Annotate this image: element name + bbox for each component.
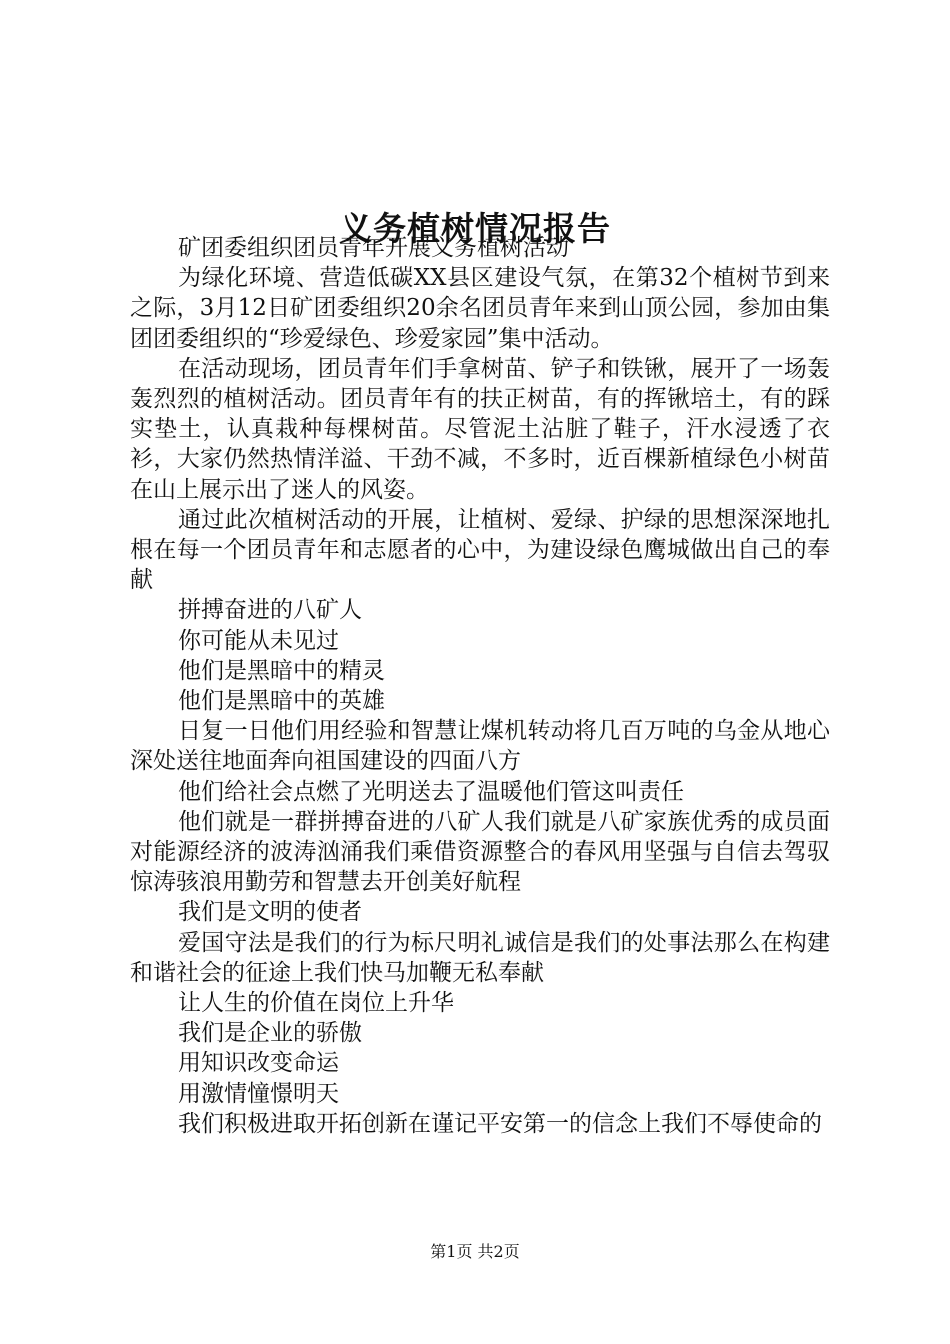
paragraph: 他们是黑暗中的英雄 — [178, 688, 385, 715]
paragraph: 他们给社会点燃了光明送去了温暖他们管这叫责任 — [178, 778, 684, 805]
paragraph: 我们是文明的使者 — [178, 899, 362, 926]
paragraph: 让人生的价值在岗位上升华 — [178, 990, 454, 1017]
paragraph: 他们就是一群拼搏奋进的八矿人我们就是八矿家族优秀的成员面对能源经济的波涛汹涌我们乘借资源整合的春风用坚强与自信去驾驭惊涛骇浪用勤劳和智慧去开创美好航程 — [130, 808, 830, 896]
paragraph: 你可能从未见过 — [178, 627, 339, 654]
paragraph: 用激情憧憬明天 — [178, 1080, 339, 1107]
paragraph: 矿团委组织团员青年开展义务植树活动 — [178, 235, 569, 261]
paragraph: 通过此次植树活动的开展，让植树、爱绿、护绿的思想深深地扎根在每一个团员青年和志愿者的心中，为建设绿色鹰城做出自己的奉献 — [130, 506, 830, 594]
paragraph: 用知识改变命运 — [178, 1050, 339, 1077]
document-title: 义务植树情况报告 — [339, 209, 611, 249]
paragraph: 在活动现场，团员青年们手拿树苗、铲子和铁锹，展开了一场轰轰烈烈的植树活动。团员青年有的扶正树苗，有的挥锹培土，有的踩实垫土，认真栽种每棵树苗。尽管泥土沾脏了鞋子，汗水浸透了衣衫，大家仍然热情洋溢、干劲不减，不多时，近百棵新植绿色小树苗在山上展示出了迷人的风姿。 — [130, 355, 830, 503]
paragraph: 他们是黑暗中的精灵 — [178, 657, 385, 684]
paragraph: 我们积极进取开拓创新在谨记平安第一的信念上我们不辱使命的 — [178, 1110, 822, 1137]
page-number-footer: 第1页 共2页 — [430, 1242, 520, 1261]
paragraph: 爱国守法是我们的行为标尺明礼诚信是我们的处事法那么在构建和谐社会的征途上我们快马加鞭无私奉献 — [130, 929, 830, 986]
paragraph: 日复一日他们用经验和智慧让煤机转动将几百万吨的乌金从地心深处送往地面奔向祖国建设的四面八方 — [130, 718, 830, 775]
paragraph: 为绿化环境、营造低碳XX县区建设气氛，在第32个植树节到来之际，3月12日矿团委组织20余名团员青年来到山顶公园，参加由集团团委组织的“珍爱绿色、珍爱家园”集中活动。 — [130, 265, 830, 352]
paragraph: 拼搏奋进的八矿人 — [178, 597, 362, 624]
document-body — [130, 233, 830, 1139]
paragraph: 我们是企业的骄傲 — [178, 1020, 362, 1047]
